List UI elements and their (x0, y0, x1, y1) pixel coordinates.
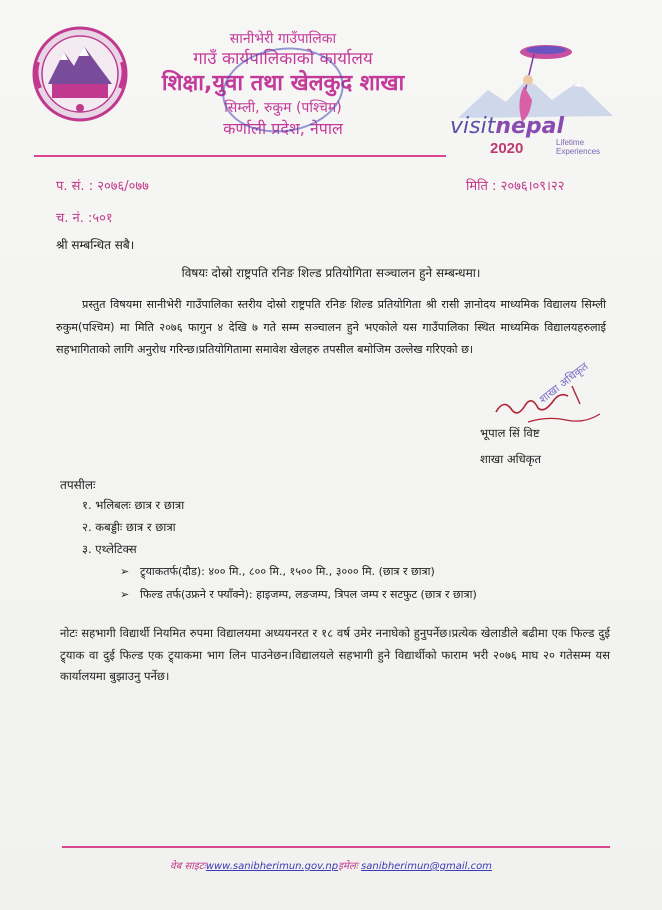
details-heading: तपसीलः (60, 478, 96, 492)
municipality-emblem (30, 22, 130, 126)
visit-nepal-year: 2020 (490, 140, 524, 157)
arrow-bullet-icon: ➢ (120, 565, 130, 578)
office-location: सिम्ली, रुकुम (पश्चिम) (224, 100, 342, 116)
reference-number: प. सं. : २०७६/०७७ (56, 179, 149, 194)
arrow-bullet-icon: ➢ (120, 588, 130, 601)
addressee: श्री सम्बन्धित सबै। (56, 238, 135, 252)
list-item: १. भलिबलः छात्र र छात्रा (82, 498, 185, 512)
field-events: फिल्ड तर्फ(उफ्रने र फ्याँक्ने): हाइजम्प, लङजम्प, त्रिपल जम्प र सटफुट (छात्र र छात्रा) (140, 588, 477, 601)
signer-title: शाखा अधिकृत (480, 452, 542, 466)
header-rule (34, 155, 446, 157)
signature-stamp: शाखा अधिकृत (536, 359, 591, 407)
office-name: गाउँ कार्यपालिकाको कार्यालय (193, 49, 373, 69)
sub-list-item (120, 587, 477, 602)
footer-rule (62, 846, 610, 848)
website-label: वेब साइटः (170, 861, 206, 872)
letter-body-text: प्रस्तुत विषयमा सानीभेरी गाउँपालिका स्तरीय दोस्रो राष्ट्रपति रनिङ शिल्ड प्रतियोगिता श्री रासी ज्ञानोदय माध्यमिक विद्यालय सिम्ली रुकुम(पश्चिम) मा मिति २०७६ फागुन ४ देखि ७ गते सम्म सञ्चालन हुने भएकोले यस गाउँपालिका स्थित माध्यमिक विद्यालयहरुलाई सहभागिताको लागि अनुरोध गरिन्छ।प्रतियोगितामा समावेश खेलहरु तपसील बमोजिम उल्लेख गरिएको छ। (56, 298, 606, 356)
list-item: २. कबड्डीः छात्र र छात्रा (82, 520, 176, 534)
visit-word: visit (450, 114, 496, 139)
sub-list-item (120, 564, 435, 579)
track-events: ट्र्याकतर्फ(दौड): ४०० मि., ८०० मि., १५०० मि., ३००० मि. (छात्र र छात्रा) (140, 565, 435, 578)
tagline-line2: Experiences (556, 147, 601, 156)
email-label: इमेलः (338, 861, 358, 872)
visit-nepal-tagline (556, 138, 600, 156)
footer-contact (0, 858, 662, 872)
letter-date: मिति : २०७६।०९।२२ (466, 179, 565, 194)
municipality-name: सानीभेरी गाउँपालिका (229, 31, 337, 47)
note-paragraph: नोटः सहभागी विद्यार्थी नियमित रुपमा विद्यालयमा अध्ययनरत र १८ वर्ष उमेर ननाघेको हुनुपर्नेछ।प्रत्येक खेलाडीले बढीमा एक फिल्ड दुई ट्र्याक वा दुई फिल्ड एक ट्र्याकमा भाग लिन पाउनेछन।विद्यालयले सहभागी हुने विद्यार्थीको फाराम भरी २०७६ माघ २० गतेसम्म यस कार्यालयमा बुझाउनु पर्नेछ। (60, 626, 610, 683)
office-province: कर्णाली प्रदेश, नेपाल (223, 119, 343, 138)
email-link[interactable]: sanibherimun@gmail.com (361, 861, 492, 872)
nepal-word: nepal (495, 114, 565, 139)
visit-nepal-wordmark (450, 114, 564, 139)
section-name: शिक्षा,युवा तथा खेलकुद शाखा (161, 71, 405, 96)
letter-subject: विषयः दोस्रो राष्ट्रपति रनिङ शिल्ड प्रतियोगिता सञ्चालन हुने सम्बन्धमा। (181, 266, 481, 280)
website-link[interactable]: www.sanibherimun.gov.np (205, 861, 339, 872)
list-item: ३. एथ्लेटिक्स (82, 542, 137, 556)
tagline-line1: Lifetime (556, 138, 585, 147)
dispatch-number: च. नं. :५०१ (56, 211, 113, 226)
letter-body (56, 294, 606, 362)
signer-name: भूपाल सिं विष्ट (480, 426, 540, 440)
